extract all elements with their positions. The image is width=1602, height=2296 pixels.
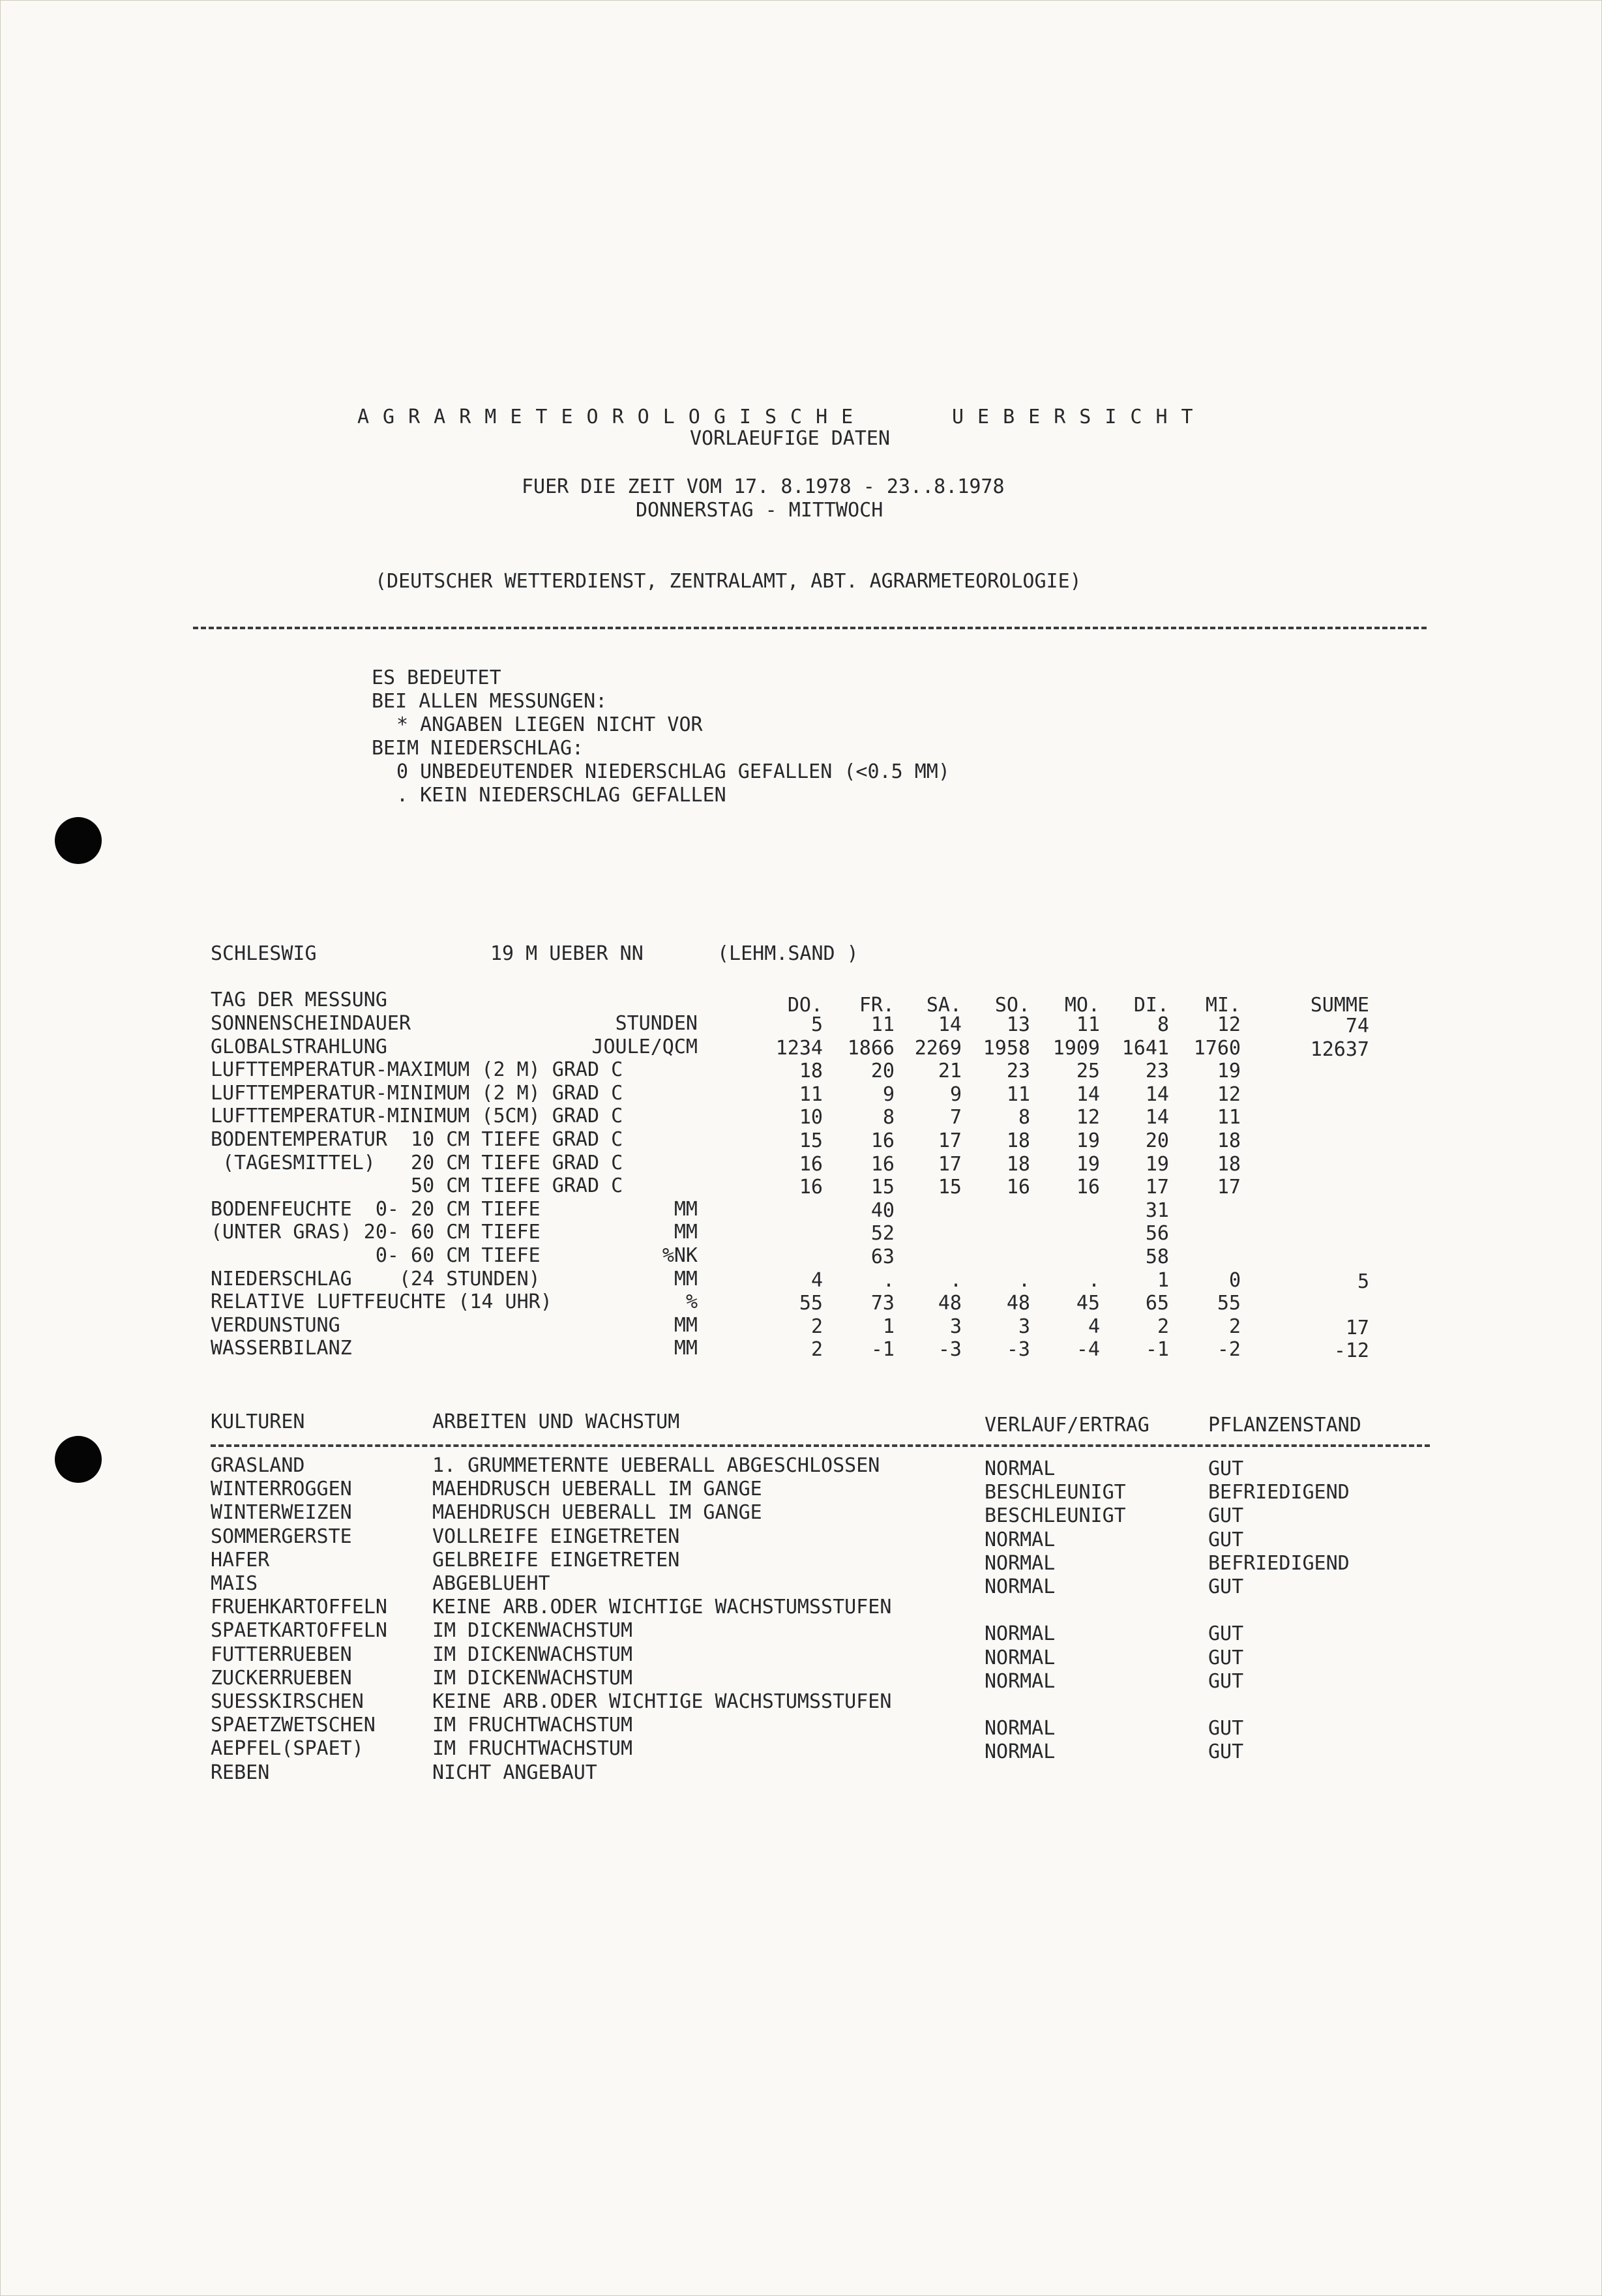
measurement-value: 1641 [1121, 1036, 1169, 1060]
crop-work: KEINE ARB.ODER WICHTIGE WACHSTUMSSTUFEN [432, 1690, 892, 1713]
station-name: SCHLESWIG [211, 942, 317, 965]
measurement-value: 31 [1145, 1199, 1169, 1222]
measurement-value: 48 [1006, 1292, 1030, 1315]
crop-work: GELBREIFE EINGETRETEN [432, 1548, 680, 1572]
measurement-value: 45 [1076, 1292, 1100, 1315]
crop-work: IM FRUCHTWACHSTUM [432, 1737, 633, 1761]
crop-name: REBEN [211, 1761, 270, 1784]
legend-heading: ES BEDEUTET [372, 666, 501, 689]
crop-name: FUTTERRUEBEN [211, 1643, 352, 1666]
measurement-sum: -12 [1333, 1339, 1369, 1363]
measurement-value: . [1088, 1268, 1100, 1292]
measurement-value: 5 [810, 1013, 823, 1036]
measurement-value: 16 [799, 1176, 823, 1199]
measurement-value: -2 [1217, 1338, 1241, 1362]
crop-progress: NORMAL [985, 1528, 1056, 1551]
measurement-value: 14 [1076, 1082, 1100, 1106]
measurement-sum: 12637 [1310, 1037, 1369, 1061]
measurement-unit: MM [674, 1267, 698, 1290]
measurement-sum: 17 [1345, 1316, 1369, 1339]
measurement-value: -4 [1076, 1338, 1100, 1362]
measurement-label: BODENFEUCHTE 0- 20 CM TIEFE [211, 1197, 541, 1221]
crop-work: NICHT ANGEBAUT [432, 1761, 597, 1784]
document-title-right: UEBERSICHT [952, 406, 1207, 428]
measurement-value: 3 [1018, 1315, 1030, 1338]
crop-name: SPAETKARTOFFELN [211, 1619, 387, 1643]
crop-work: KEINE ARB.ODER WICHTIGE WACHSTUMSSTUFEN [432, 1596, 892, 1619]
measurement-value: 0 [1228, 1268, 1241, 1292]
day-header-1: DO. [787, 994, 823, 1017]
measurement-label: BODENTEMPERATUR 10 CM TIEFE GRAD C [211, 1128, 623, 1151]
measurement-value: 2269 [914, 1036, 962, 1060]
measurement-label: RELATIVE LUFTFEUCHTE (14 UHR) [211, 1290, 552, 1314]
measurement-value: 3 [949, 1315, 962, 1338]
crop-name: HAFER [211, 1548, 270, 1572]
measurement-unit: MM [674, 1221, 698, 1244]
measurement-value: 16 [1076, 1176, 1100, 1199]
day-header-4: SO. [994, 994, 1030, 1017]
measurement-value: 2 [1228, 1315, 1241, 1338]
report-days-range: DONNERSTAG - MITTWOCH [636, 499, 883, 522]
crop-state: GUT [1208, 1646, 1244, 1669]
measurement-value: 1909 [1052, 1036, 1100, 1060]
legend-dot-meaning: . KEIN NIEDERSCHLAG GEFALLEN [396, 784, 726, 807]
station-soil: (LEHM.SAND ) [717, 942, 859, 965]
measurement-value: 16 [870, 1152, 895, 1176]
report-period: FUER DIE ZEIT VOM 17. 8.1978 - 23..8.1978 [522, 475, 1005, 498]
measurement-value: 8 [882, 1106, 895, 1129]
measurement-value: 16 [870, 1129, 895, 1152]
measurement-value: 15 [870, 1176, 895, 1199]
crop-progress: NORMAL [985, 1740, 1056, 1764]
day-header-6: DI. [1133, 994, 1169, 1017]
measurement-unit: MM [674, 1337, 698, 1360]
measurement-value: 63 [870, 1245, 895, 1268]
crop-name: AEPFEL(SPAET) [211, 1737, 364, 1761]
crop-state: GUT [1208, 1457, 1244, 1480]
measurement-value: 8 [1018, 1106, 1030, 1129]
measurement-value: 18 [1217, 1129, 1241, 1152]
measurement-label: LUFTTEMPERATUR-MAXIMUM (2 M) GRAD C [211, 1058, 623, 1082]
measurement-label: 50 CM TIEFE GRAD C [211, 1174, 623, 1198]
measurement-value: 1866 [847, 1036, 895, 1060]
measurement-value: 18 [1217, 1152, 1241, 1176]
legend-precip-heading: BEIM NIEDERSCHLAG: [372, 737, 584, 760]
measurement-value: 19 [1217, 1060, 1241, 1083]
measurement-value: 20 [870, 1060, 895, 1083]
document-subtitle: VORLAEUFIGE DATEN [690, 427, 891, 450]
measurement-value: 9 [882, 1082, 895, 1106]
crop-state: BEFRIEDIGEND [1208, 1481, 1350, 1504]
measurement-value: 14 [1145, 1106, 1169, 1129]
row-header-label: TAG DER MESSUNG [211, 989, 387, 1011]
crop-work: ABGEBLUEHT [432, 1572, 550, 1595]
measurement-value: 19 [1076, 1129, 1100, 1152]
report-source: (DEUTSCHER WETTERDIENST, ZENTRALAMT, ABT. AGRARMETEOROLOGIE) [375, 570, 1082, 593]
measurement-value: -1 [1145, 1338, 1169, 1362]
measurement-value: 55 [1217, 1292, 1241, 1315]
measurement-value: 11 [1006, 1082, 1030, 1106]
measurement-value: 1958 [983, 1036, 1030, 1060]
crop-work: MAEHDRUSCH UEBERALL IM GANGE [432, 1478, 762, 1501]
measurement-value: 18 [1006, 1129, 1030, 1152]
measurement-label: GLOBALSTRAHLUNG [211, 1035, 387, 1058]
crop-name: SOMMERGERSTE [211, 1525, 352, 1548]
day-header-7: MI. [1205, 994, 1241, 1017]
measurement-value: 4 [1088, 1315, 1100, 1338]
crop-state: GUT [1208, 1575, 1244, 1598]
crop-name: FRUEHKARTOFFELN [211, 1596, 387, 1619]
measurement-value: 7 [949, 1106, 962, 1129]
measurement-label: (UNTER GRAS) 20- 60 CM TIEFE [211, 1221, 541, 1244]
day-header-2: FR. [859, 994, 895, 1017]
measurement-value: 9 [949, 1082, 962, 1106]
measurement-value: 14 [1145, 1082, 1169, 1106]
crop-name: ZUCKERRUEBEN [211, 1666, 352, 1690]
measurement-value: -3 [938, 1338, 962, 1362]
measurement-value: 2 [810, 1315, 823, 1338]
measurement-value: 1234 [775, 1036, 823, 1060]
measurement-value: 14 [938, 1013, 962, 1036]
day-header-3: SA. [926, 994, 962, 1017]
measurement-value: 15 [799, 1129, 823, 1152]
measurement-value: 21 [938, 1060, 962, 1083]
measurement-value: 73 [870, 1292, 895, 1315]
crops-header-kulturen: KULTUREN [211, 1410, 305, 1433]
measurement-value: 12 [1076, 1106, 1100, 1129]
measurement-value: 52 [870, 1222, 895, 1245]
crops-header-pflanzenstand: PFLANZENSTAND [1208, 1414, 1361, 1437]
crops-header-arbeiten: ARBEITEN UND WACHSTUM [432, 1410, 680, 1433]
measurement-value: 23 [1145, 1060, 1169, 1083]
measurement-value: 17 [938, 1152, 962, 1176]
measurement-value: . [949, 1268, 962, 1292]
measurement-value: 16 [799, 1152, 823, 1176]
measurement-unit: % [685, 1290, 698, 1314]
header-divider [193, 627, 1427, 629]
crop-progress: NORMAL [985, 1646, 1056, 1669]
measurement-unit: JOULE/QCM [591, 1035, 698, 1058]
measurement-value: 11 [1217, 1106, 1241, 1129]
measurement-value: 65 [1145, 1292, 1169, 1315]
measurement-value: 56 [1145, 1222, 1169, 1245]
crop-state: GUT [1208, 1740, 1244, 1764]
measurement-label: 0- 60 CM TIEFE [211, 1244, 541, 1267]
punch-hole-bottom [55, 1436, 102, 1483]
crop-progress: NORMAL [985, 1551, 1056, 1575]
day-header-5: MO. [1064, 994, 1100, 1017]
crop-progress: NORMAL [985, 1622, 1056, 1646]
measurement-value: 1 [882, 1315, 895, 1338]
crop-progress: NORMAL [985, 1457, 1056, 1480]
measurement-value: 23 [1006, 1060, 1030, 1083]
measurement-value: 40 [870, 1199, 895, 1222]
measurement-label: NIEDERSCHLAG (24 STUNDEN) [211, 1267, 541, 1290]
punch-hole-top [55, 817, 102, 864]
document-title-left: AGRARMETEOROLOGISCHE [357, 406, 867, 428]
crop-state: GUT [1208, 1717, 1244, 1740]
crop-work: IM DICKENWACHSTUM [432, 1619, 633, 1643]
crop-state: GUT [1208, 1504, 1244, 1528]
measurement-unit: STUNDEN [615, 1012, 698, 1035]
measurement-value: 17 [1145, 1176, 1169, 1199]
legend-all-measurements: BEI ALLEN MESSUNGEN: [372, 690, 608, 713]
crops-header-verlauf: VERLAUF/ERTRAG [985, 1414, 1150, 1437]
measurement-value: 4 [810, 1268, 823, 1292]
measurement-value: . [882, 1268, 895, 1292]
measurement-label: VERDUNSTUNG [211, 1313, 340, 1337]
crop-progress: BESCHLEUNIGT [985, 1481, 1126, 1504]
legend-zero-meaning: 0 UNBEDEUTENDER NIEDERSCHLAG GEFALLEN (<0.5 MM) [396, 760, 950, 783]
measurement-label: WASSERBILANZ [211, 1337, 352, 1360]
measurement-value: 1 [1157, 1268, 1169, 1292]
measurement-value: 19 [1076, 1152, 1100, 1176]
measurement-label: (TAGESMITTEL) 20 CM TIEFE GRAD C [211, 1151, 623, 1174]
measurement-sum: 5 [1357, 1270, 1369, 1293]
measurement-value: 17 [938, 1129, 962, 1152]
crop-name: MAIS [211, 1572, 258, 1595]
crop-state: GUT [1208, 1622, 1244, 1646]
measurement-unit: MM [674, 1313, 698, 1337]
measurement-unit: MM [674, 1197, 698, 1221]
measurement-value: -3 [1006, 1338, 1030, 1362]
sum-header: SUMME [1310, 994, 1369, 1017]
measurement-value: 19 [1145, 1152, 1169, 1176]
crop-work: 1. GRUMMETERNTE UEBERALL ABGESCHLOSSEN [432, 1454, 880, 1477]
measurement-label: SONNENSCHEINDAUER [211, 1012, 411, 1035]
crop-state: BEFRIEDIGEND [1208, 1551, 1350, 1575]
measurement-value: 8 [1157, 1013, 1169, 1036]
measurement-value: 17 [1217, 1176, 1241, 1199]
measurement-value: 48 [938, 1292, 962, 1315]
crop-progress: NORMAL [985, 1669, 1056, 1693]
measurement-value: -1 [870, 1338, 895, 1362]
measurement-sum: 74 [1345, 1015, 1369, 1037]
measurement-value: 55 [799, 1292, 823, 1315]
crop-state: GUT [1208, 1669, 1244, 1693]
measurement-value: 11 [870, 1013, 895, 1036]
measurement-value: 11 [1076, 1013, 1100, 1036]
crop-name: GRASLAND [211, 1454, 305, 1477]
measurement-value: 20 [1145, 1129, 1169, 1152]
measurement-value: 18 [1006, 1152, 1030, 1176]
measurement-value: 2 [810, 1338, 823, 1362]
crops-header-divider [211, 1444, 1430, 1447]
crop-name: WINTERROGGEN [211, 1478, 352, 1501]
measurement-value: 11 [799, 1082, 823, 1106]
crop-progress: NORMAL [985, 1575, 1056, 1598]
crop-work: IM DICKENWACHSTUM [432, 1666, 633, 1690]
crop-name: SUESSKIRSCHEN [211, 1690, 364, 1713]
measurement-value: 12 [1217, 1082, 1241, 1106]
measurement-label: LUFTTEMPERATUR-MINIMUM (2 M) GRAD C [211, 1081, 623, 1105]
measurement-value: 10 [799, 1106, 823, 1129]
crop-state: GUT [1208, 1528, 1244, 1551]
measurement-value: . [1018, 1268, 1030, 1292]
measurement-value: 16 [1006, 1176, 1030, 1199]
measurement-value: 1760 [1193, 1036, 1241, 1060]
crop-work: IM FRUCHTWACHSTUM [432, 1714, 633, 1737]
measurement-value: 58 [1145, 1245, 1169, 1268]
station-elevation: 19 M UEBER NN [490, 942, 644, 965]
crop-work: IM DICKENWACHSTUM [432, 1643, 633, 1666]
measurement-value: 18 [799, 1060, 823, 1083]
measurement-unit: %NK [662, 1244, 698, 1267]
crop-work: MAEHDRUSCH UEBERALL IM GANGE [432, 1501, 762, 1525]
crop-name: WINTERWEIZEN [211, 1501, 352, 1525]
legend-star-meaning: * ANGABEN LIEGEN NICHT VOR [396, 713, 703, 736]
crop-work: VOLLREIFE EINGETRETEN [432, 1525, 680, 1548]
measurement-value: 15 [938, 1176, 962, 1199]
measurement-value: 25 [1076, 1060, 1100, 1083]
measurement-value: 13 [1006, 1013, 1030, 1036]
measurement-value: 12 [1217, 1013, 1241, 1036]
measurement-label: LUFTTEMPERATUR-MINIMUM (5CM) GRAD C [211, 1105, 623, 1128]
measurement-value: 2 [1157, 1315, 1169, 1338]
crop-progress: NORMAL [985, 1717, 1056, 1740]
crop-name: SPAETZWETSCHEN [211, 1714, 376, 1737]
crop-progress: BESCHLEUNIGT [985, 1504, 1126, 1528]
